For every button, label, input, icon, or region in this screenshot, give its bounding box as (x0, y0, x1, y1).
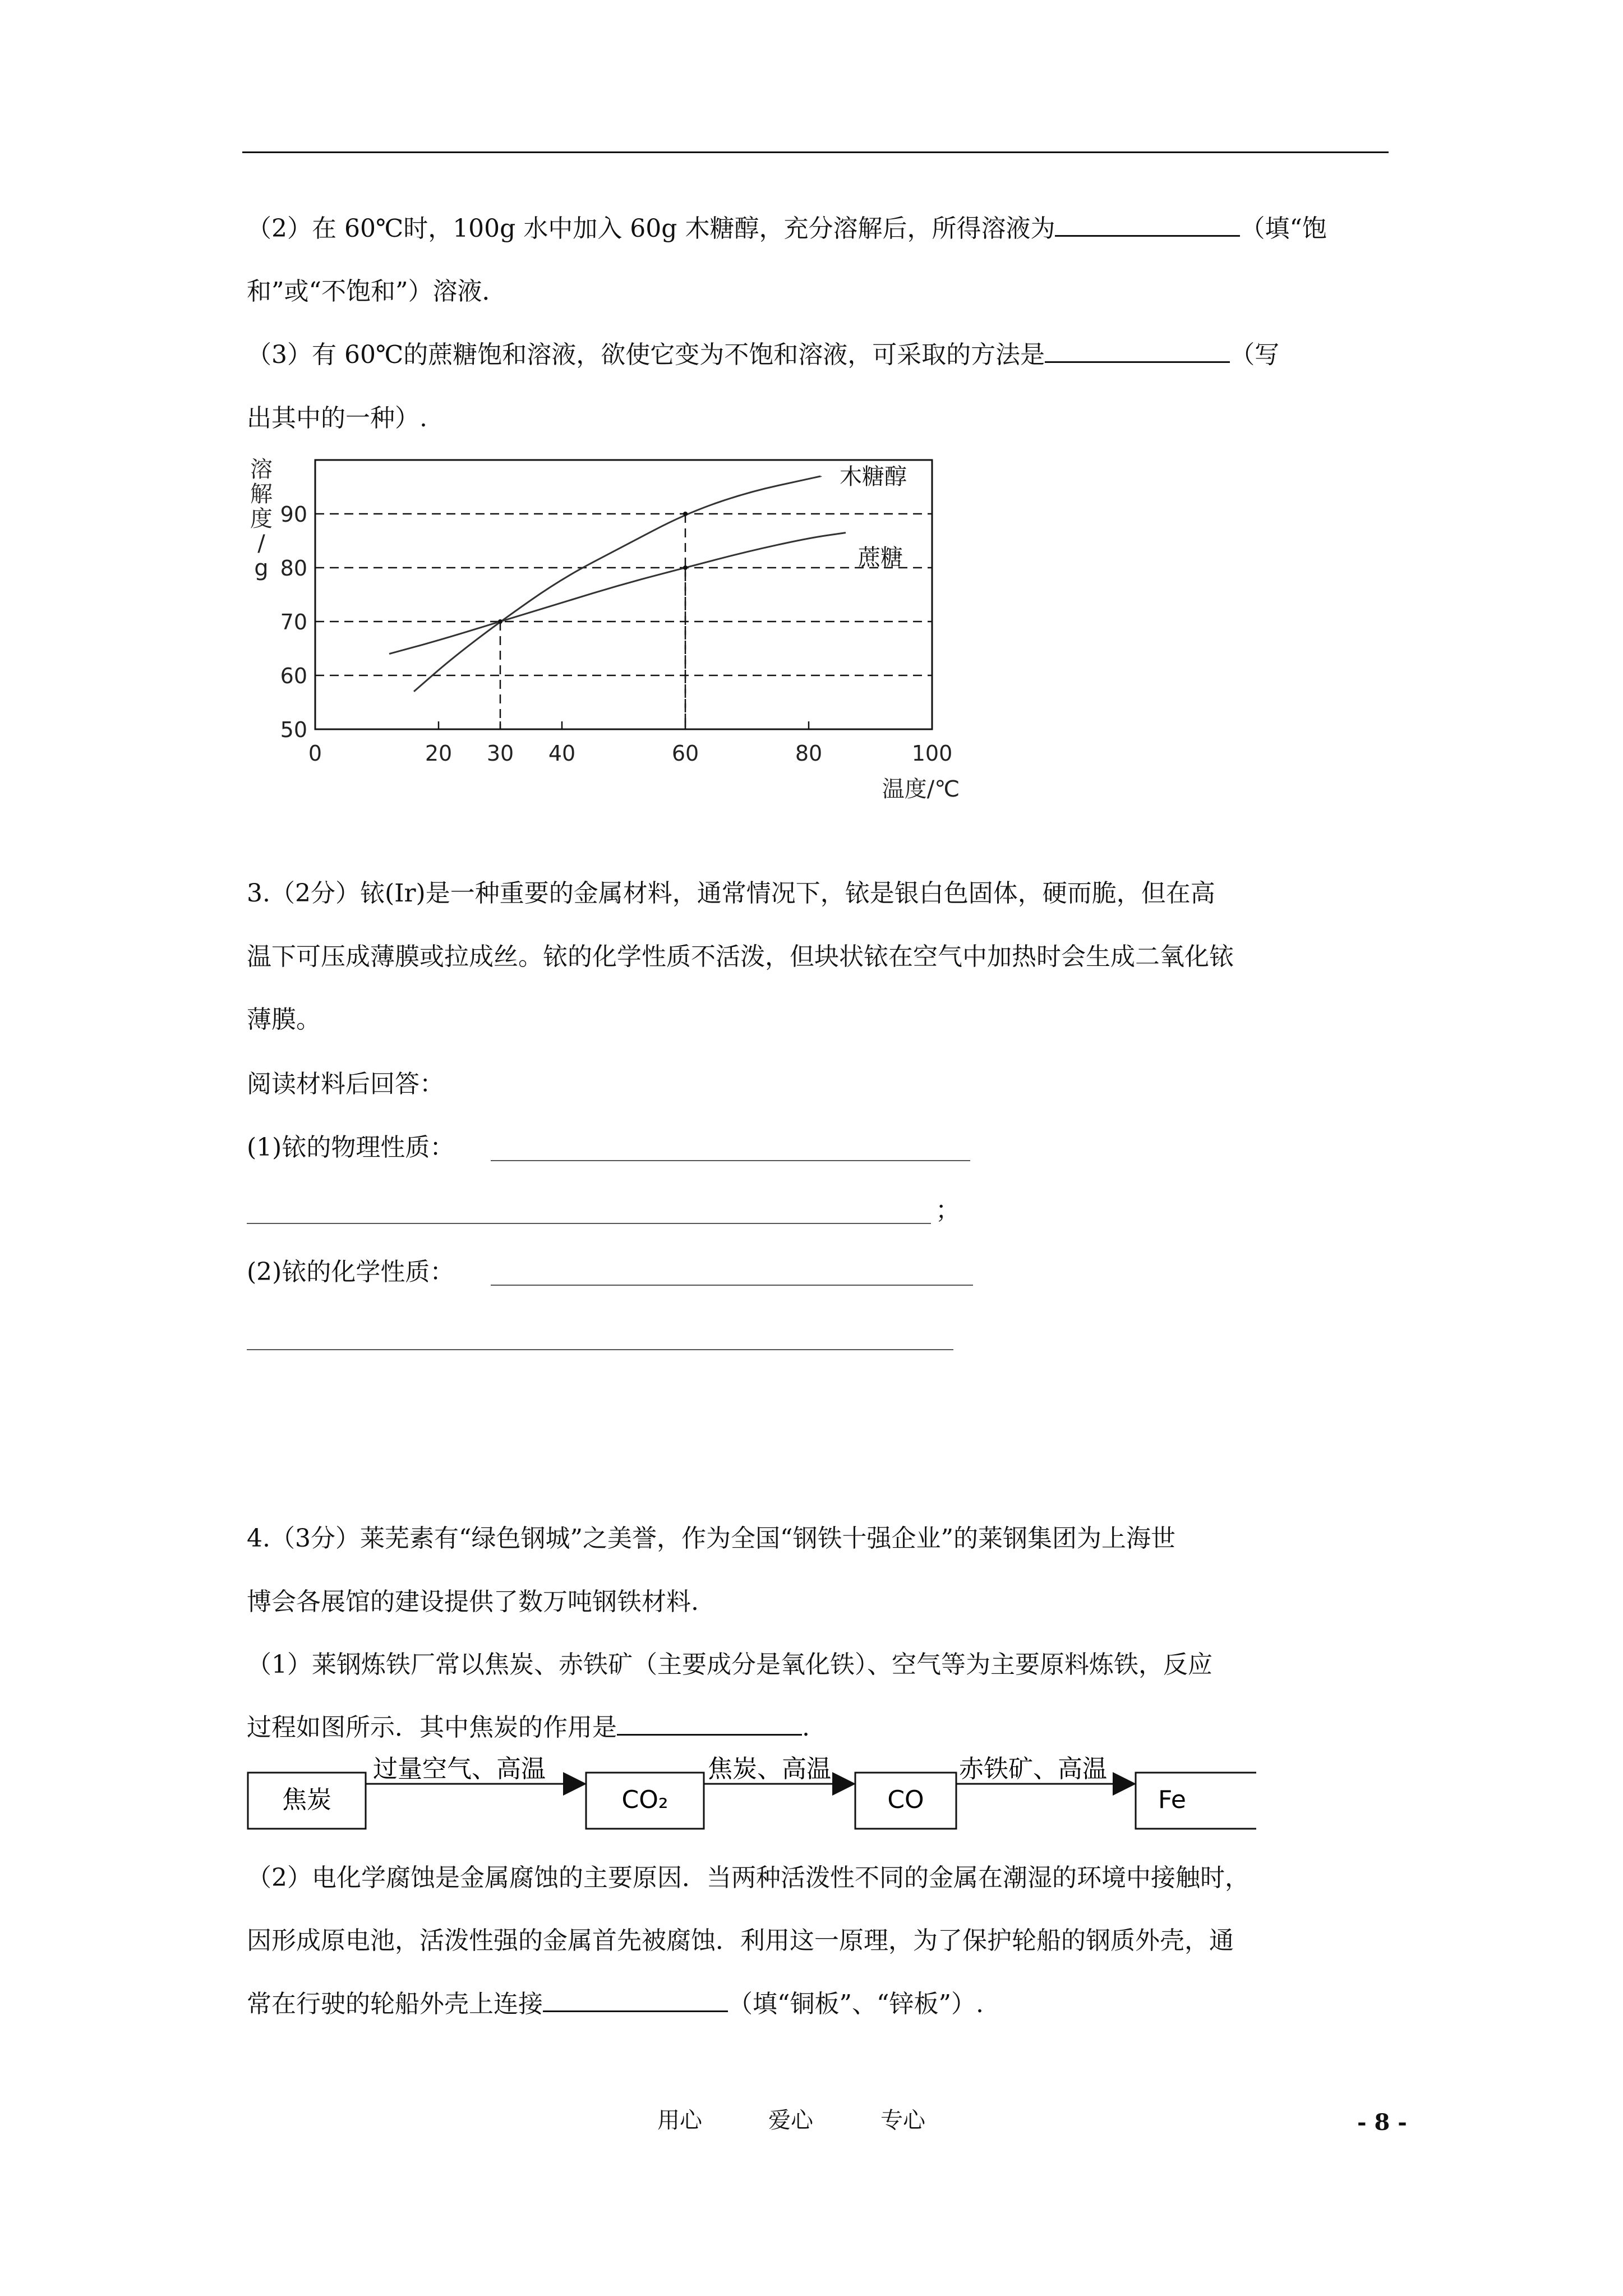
series-line-1 (389, 533, 846, 654)
footer-item-zhuanxin: 专心 (880, 2108, 925, 2133)
q4-part1-end: . (802, 1713, 810, 1742)
x-tick-label-0: 0 (308, 741, 322, 766)
series-label-0: 木糖醇 (840, 463, 907, 490)
marker-point-1 (683, 512, 688, 516)
q4-part2-line1: （2）电化学腐蚀是金属腐蚀的主要原因．当两种活泼性不同的金属在潮湿的环境中接触时， (247, 1864, 1249, 1892)
marker-point-2 (683, 565, 688, 570)
series-label-1: 蔗糖 (858, 544, 903, 570)
y-tick-label-80: 80 (280, 556, 307, 581)
q2-part3-line2: 出其中的一种）. (247, 404, 427, 432)
q4-part1-blank[interactable] (617, 1713, 802, 1736)
q2-part3-tail: （写 (1230, 341, 1280, 369)
q4-part1-text: 过程如图所示．其中焦炭的作用是 (247, 1713, 617, 1742)
chart-frame (315, 460, 932, 729)
q2-part2-tail: （填“饱 (1240, 214, 1327, 243)
q3-intro-line3: 薄膜。 (247, 1005, 321, 1034)
q3-intro-line1: 3.（2分）铱(Ir)是一种重要的金属材料，通常情况下，铱是银白色固体，硬而脆，但在高 (247, 879, 1215, 908)
x-tick-label-80: 80 (795, 741, 823, 766)
q3-answer2-blank[interactable] (491, 1285, 973, 1286)
q4-part1-line1: （1）莱钢炼铁厂常以焦炭、赤铁矿（主要成分是氧化铁）、空气等为主要原料炼铁，反应 (247, 1650, 1212, 1679)
y-axis-label-char-0: 溶 (250, 457, 273, 482)
q4-part2-text: 常在行驶的轮船外壳上连接 (247, 1990, 543, 2018)
q4-intro-line1: 4.（3分）莱芜素有“绿色钢城”之美誉，作为全国“钢铁十强企业”的莱钢集团为上海世 (247, 1524, 1175, 1553)
flow-arrow-label-2: 焦炭、高温 (708, 1755, 831, 1783)
q3-intro-line2: 温下可压成薄膜或拉成丝。铱的化学性质不活泼，但块状铱在空气中加热时会生成二氧化铱 (247, 942, 1234, 971)
x-tick-label-60: 60 (671, 741, 699, 766)
y-axis-label-char-3: / (257, 531, 265, 556)
x-axis-label: 温度/℃ (882, 776, 960, 802)
q3-answer1-label: (1)铱的物理性质： (247, 1133, 455, 1162)
y-tick-label-90: 90 (280, 502, 307, 527)
page-number: - 8 - (1357, 2109, 1407, 2136)
footer-item-yongxin: 用心 (657, 2108, 702, 2133)
iron-smelting-flow-svg (247, 1750, 1256, 1851)
solubility-chart-svg (241, 443, 970, 802)
flow-box-label-co2: CO₂ (621, 1786, 668, 1814)
q2-part2-blank[interactable] (1055, 214, 1240, 237)
flow-box-label-co: CO (887, 1786, 924, 1814)
y-axis-label-char-1: 解 (250, 481, 273, 507)
q3-answer1-end: ； (935, 1196, 960, 1225)
x-tick-label-40: 40 (548, 741, 576, 766)
q2-part3-text: （3）有 60℃的蔗糖饱和溶液，欲使它变为不饱和溶液，可采取的方法是 (247, 341, 1045, 369)
q4-part2-line3 (247, 1989, 984, 2020)
x-tick-label-100: 100 (911, 741, 953, 766)
y-tick-label-70: 70 (280, 610, 307, 634)
x-tick-label-30: 30 (486, 741, 514, 766)
q2-part2-line2: 和”或“不饱和”）溶液． (247, 277, 507, 306)
q4-intro-line2: 博会各展馆的建设提供了数万吨钢铁材料. (247, 1588, 699, 1616)
q2-part3-line1 (247, 339, 1279, 371)
q4-part2-end: （填“铜板”、“锌板”）. (728, 1990, 984, 2018)
flow-box-label-fe: Fe (1158, 1786, 1186, 1814)
q3-answer2-blank-2[interactable] (247, 1349, 953, 1350)
footer-item-aixin: 爱心 (768, 2108, 813, 2133)
y-tick-label-50: 50 (280, 717, 307, 742)
q4-part2-blank[interactable] (543, 1989, 728, 2012)
q4-part2-line2: 因形成原电池，活泼性强的金属首先被腐蚀．利用这一原理，为了保护轮船的钢质外壳，通 (247, 1926, 1234, 1955)
iron-smelting-flow (247, 1750, 1256, 1851)
y-axis-label-char-4: g (254, 555, 269, 581)
q3-prompt: 阅读材料后回答： (247, 1070, 444, 1098)
header-rule (242, 151, 1389, 153)
q4-part1-line2 (247, 1712, 810, 1743)
solubility-chart (241, 443, 970, 802)
q2-part3-blank[interactable] (1045, 340, 1230, 363)
marker-point-0 (498, 619, 502, 624)
q3-answer2-label: (2)铱的化学性质： (247, 1258, 455, 1286)
y-axis-label-char-2: 度 (250, 506, 273, 532)
flow-box-label-coke: 焦炭 (282, 1786, 331, 1814)
series-line-0 (414, 476, 821, 692)
flow-arrow-label-3: 赤铁矿、高温 (959, 1755, 1107, 1783)
q2-part2-text: （2）在 60℃时，100g 水中加入 60g 木糖醇，充分溶解后，所得溶液为 (247, 214, 1055, 243)
flow-box-fe (1136, 1773, 1256, 1829)
x-tick-label-20: 20 (425, 741, 453, 766)
y-tick-label-60: 60 (280, 664, 307, 688)
q3-answer1-blank-2[interactable] (247, 1223, 931, 1224)
q2-part2-line1 (247, 213, 1327, 245)
flow-arrow-label-1: 过量空气、高温 (373, 1755, 546, 1783)
q3-answer1-blank[interactable] (491, 1160, 970, 1161)
